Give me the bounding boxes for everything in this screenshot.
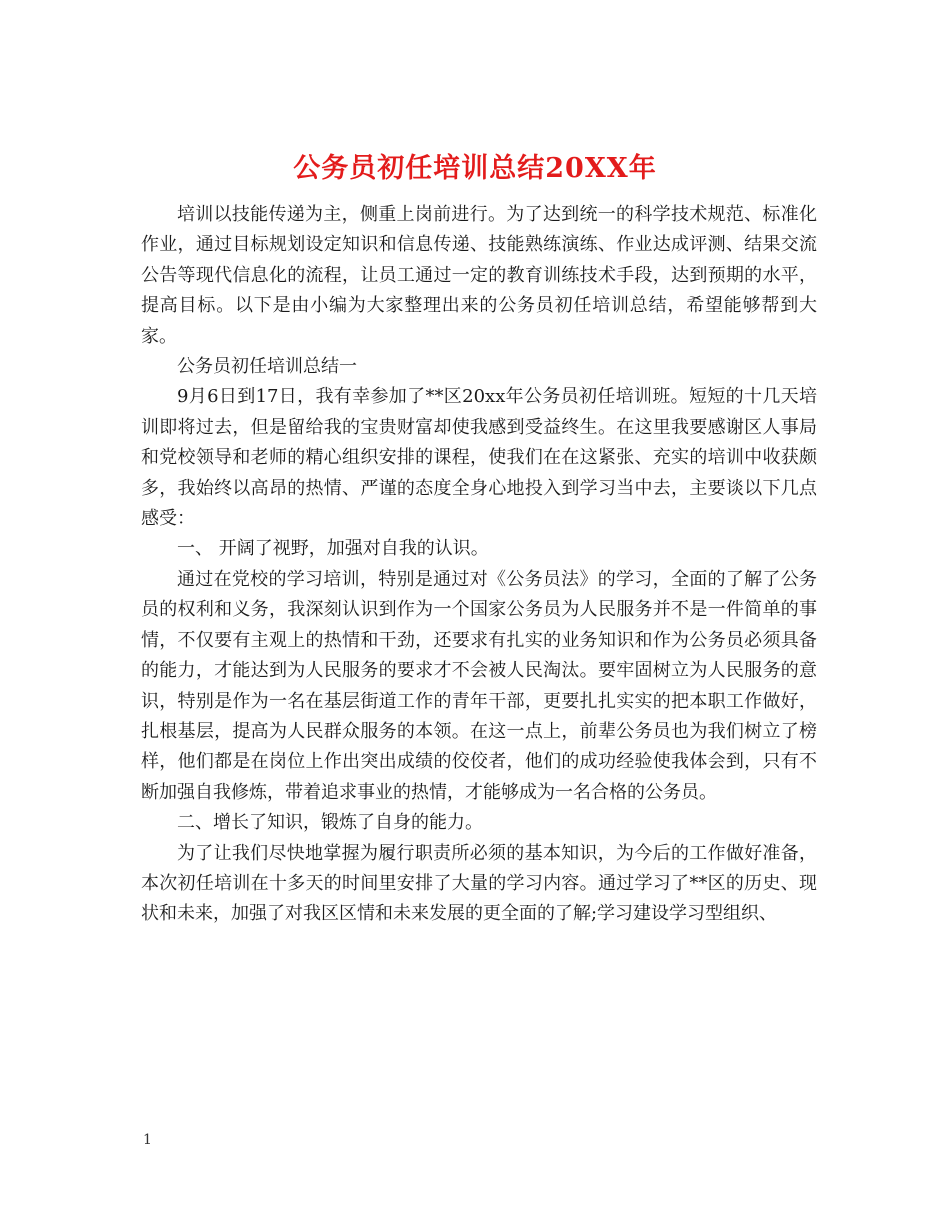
section-heading-two: 二、增长了知识，锻炼了自身的能力。	[177, 812, 483, 834]
paragraph-self-awareness: 通过在党校的学习培训，特别是通过对《公务员法》的学习，全面的了解了公务员的权利和义务，我深刻认识到作为一个国家公务员为人民服务并不是一件简单的事情，不仅要有主观上的热情和干劲，还要求有扎实的业务知识和作为公务员必须具备的能力，才能达到为人民服务的要求才不会被人民淘汰。要牢固树立为人民服务的意识，特别是作为一名在基层街道工作的青年干部，更要扎扎实实的把本职工作做好，扎根基层，提高为人民群众服务的本领。在这一点上，前辈公务员也为我们树立了榜样，他们都是在岗位上作出突出成绩的佼佼者，他们的成功经验使我体会到，只有不断加强自我修炼，带着追求事业的热情，才能够成为一名合格的公务员。	[141, 568, 817, 803]
paragraph-knowledge: 为了让我们尽快地掌握为履行职责所必须的基本知识，为今后的工作做好准备，本次初任培训在十多天的时间里安排了大量的学习内容。通过学习了**区的历史、现状和未来，加强了对我区区情和未来发展的更全面的了解;学习建设学习型组织、	[141, 842, 817, 925]
section-heading-summary-one: 公务员初任培训总结一	[177, 356, 357, 378]
document-title: 公务员初任培训总结20XX年	[293, 153, 657, 185]
paragraph-intro: 培训以技能传递为主，侧重上岗前进行。为了达到统一的科学技术规范、标准化作业，通过目标规划设定知识和信息传递、技能熟练演练、作业达成评测、结果交流公告等现代信息化的流程，让员工通过一定的教育训练技术手段，达到预期的水平，提高目标。以下是由小编为大家整理出来的公务员初任培训总结，希望能够帮到大家。	[141, 204, 817, 347]
paragraph-training-overview: 9月6日到17日，我有幸参加了**区20xx年公务员初任培训班。短短的十几天培训即将过去，但是留给我的宝贵财富却使我感到受益终生。在这里我要感谢区人事局和党校领导和老师的精心组织安排的课程，使我们在在这紧张、充实的培训中收获颇多，我始终以高昂的热情、严谨的态度全身心地投入到学习当中去，主要谈以下几点感受：	[141, 386, 817, 530]
document-body	[141, 200, 817, 930]
section-heading-one: 一、 开阔了视野，加强对自我的认识。	[177, 538, 489, 560]
page-number: 1	[143, 1132, 152, 1148]
